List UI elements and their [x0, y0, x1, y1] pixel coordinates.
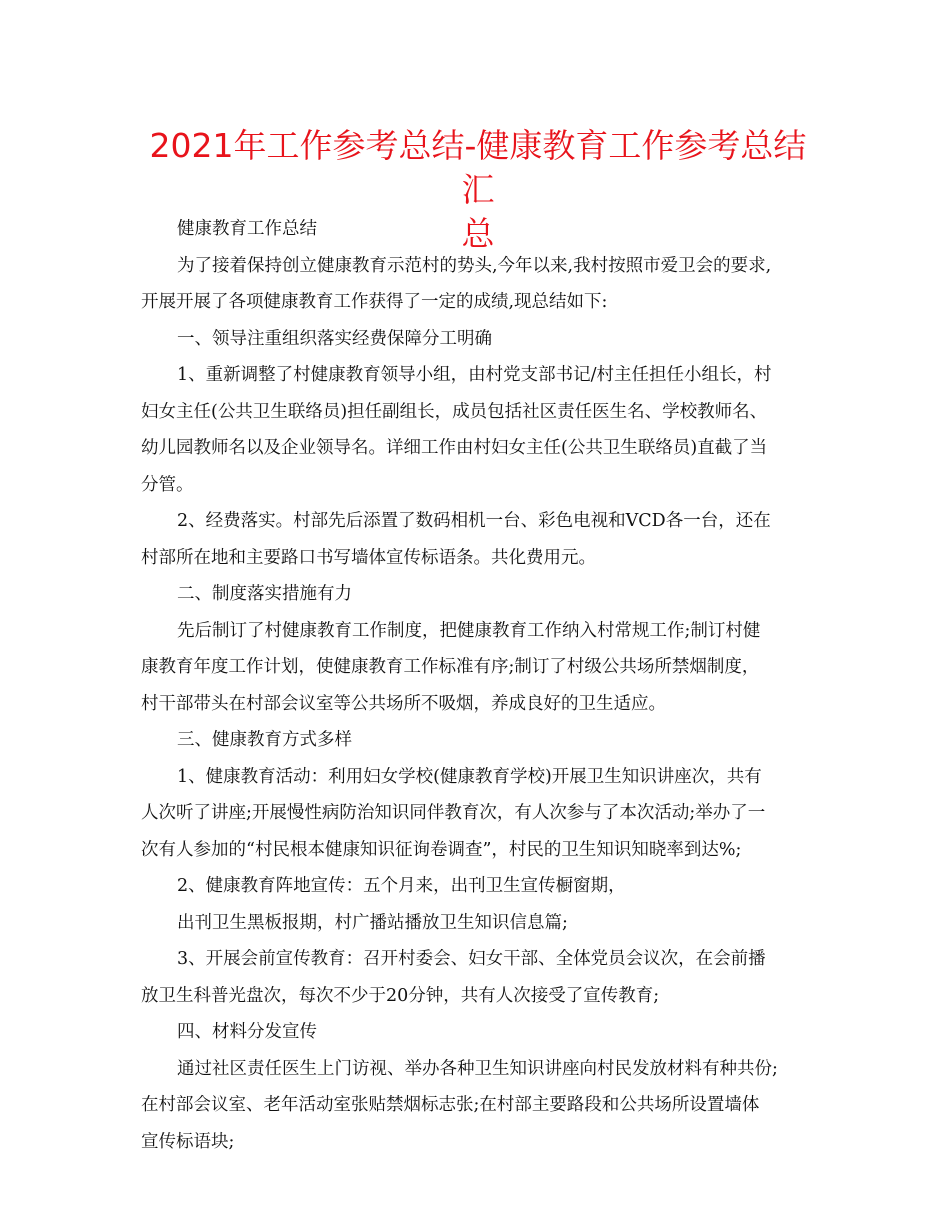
paragraph-line: 分管。 — [141, 474, 194, 495]
paragraph-line: 一、领导注重组织落实经费保障分工明确 — [177, 328, 492, 349]
paragraph-line: 康教育年度工作计划，使健康教育工作标准有序;制订了村级公共场所禁烟制度， — [141, 657, 760, 677]
paragraph-line: 1、健康教育活动：利用妇女学校(健康教育学校)开展卫生知识讲座次，共有 — [177, 766, 762, 787]
paragraph-line: 为了接着保持创立健康教育示范村的势头,今年以来,我村按照市爱卫会的要求, — [177, 255, 772, 276]
paragraph-line: 次有人参加的“村民根本健康知识征询卷调查”，村民的卫生知识知晓率到达%; — [141, 839, 742, 860]
paragraph-line: 通过社区责任医生上门访视、举办各种卫生知识讲座向村民发放材料有种共份; — [177, 1058, 778, 1079]
paragraph-line: 妇女主任(公共卫生联络员)担任副组长，成员包括社区责任医生名、学校教师名、 — [141, 401, 768, 422]
paragraph-line: 健康教育工作总结 — [177, 219, 317, 239]
paragraph-line: 开展开展了各项健康教育工作获得了一定的成绩,现总结如下: — [141, 292, 608, 312]
paragraph-line: 人次听了讲座;开展慢性病防治知识同伴教育次，有人次参与了本次活动;举办了一 — [141, 803, 766, 823]
title-line-1: 2021年工作参考总结-健康教育工作参考总结汇 — [149, 126, 807, 209]
paragraph-line: 3、开展会前宣传教育：召开村委会、妇女干部、全体党员会议次，在会前播 — [177, 949, 766, 969]
paragraph-line: 四、材料分发宣传 — [177, 1022, 317, 1042]
paragraph-line: 先后制订了村健康教育工作制度，把健康教育工作纳入村常规工作;制订村健 — [177, 620, 761, 641]
paragraph-line: 村部所在地和主要路口书写墙体宣传标语条。共化费用元。 — [141, 547, 596, 568]
paragraph-line: 1、重新调整了村健康教育领导小组，由村党支部书记/村主任担任小组长，村 — [177, 365, 772, 385]
paragraph-line: 幼儿园教师名以及企业领导名。详细工作由村妇女主任(公共卫生联络员)直截了当 — [141, 438, 768, 458]
paragraph-line: 村干部带头在村部会议室等公共场所不吸烟，养成良好的卫生适应。 — [141, 693, 666, 714]
paragraph-line: 2、健康教育阵地宣传：五个月来，出刊卫生宣传橱窗期， — [177, 876, 626, 896]
paragraph-line: 在村部会议室、老年活动室张贴禁烟标志张;在村部主要路段和公共场所设置墙体 — [141, 1095, 760, 1115]
paragraph-line: 二、制度落实措施有力 — [177, 584, 352, 604]
paragraph-line: 宣传标语块; — [141, 1131, 235, 1152]
paragraph-line: 三、健康教育方式多样 — [177, 730, 352, 750]
paragraph-line: 出刊卫生黑板报期，村广播站播放卫生知识信息篇; — [177, 912, 568, 933]
paragraph-line: 放卫生科普光盘次，每次不少于20分钟，共有人次接受了宣传教育; — [141, 985, 660, 1006]
title-line-2: 总 — [461, 214, 495, 253]
document-body — [141, 211, 813, 1160]
paragraph-line: 2、经费落实。村部先后添置了数码相机一台、彩色电视和VCD各一台，还在 — [177, 511, 771, 531]
